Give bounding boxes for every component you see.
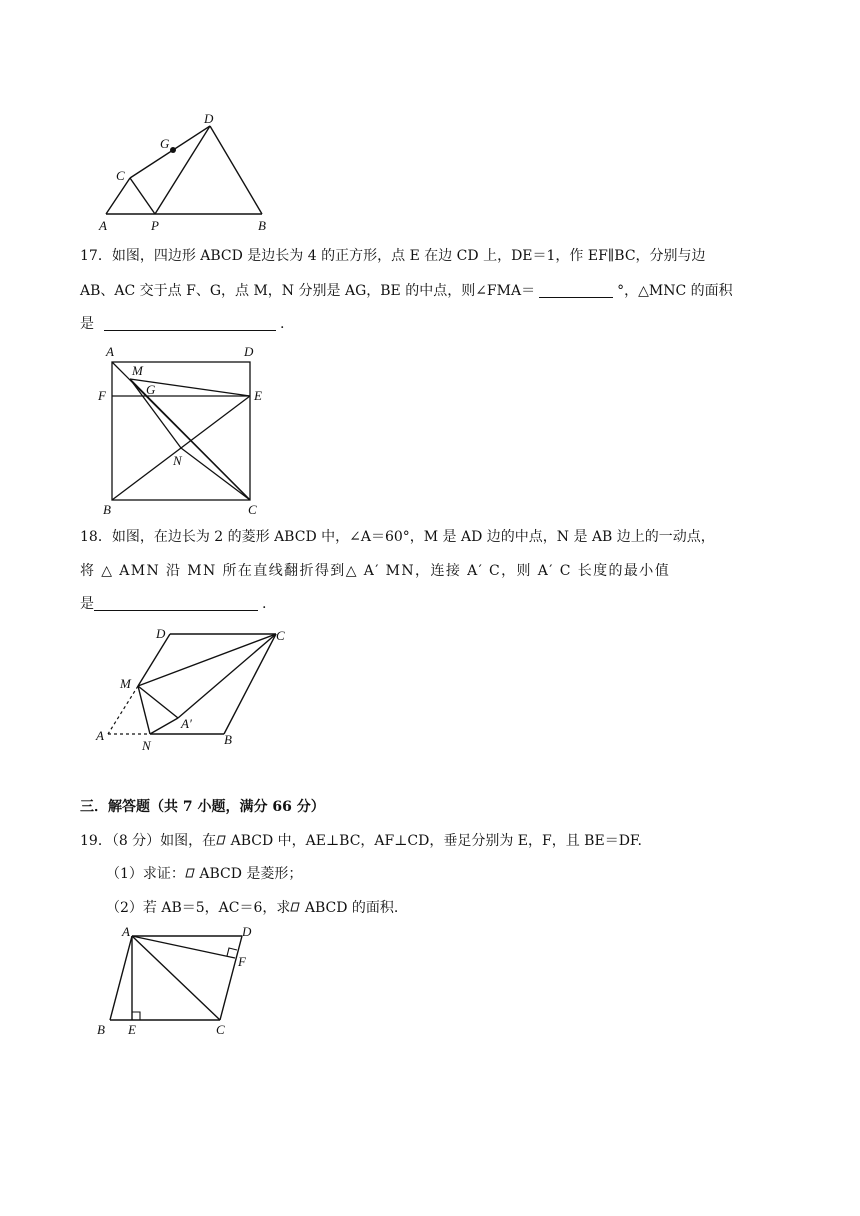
q18-line2: 将 △ AMN 沿 MN 所在直线翻折得到△ A′ MN，连接 A′ C，则 A′ C 长度的最小值 [80, 563, 671, 579]
answer-blank-fma[interactable] [539, 283, 613, 298]
label-b: B [224, 732, 232, 747]
label-a: A [96, 728, 104, 743]
label-e: E [128, 1022, 136, 1037]
label-d: D [156, 626, 166, 641]
label-n: N [173, 453, 182, 468]
q19-part2 [106, 898, 398, 918]
label-b: B [103, 502, 111, 517]
label-d: D [242, 924, 252, 939]
section-heading: 三．解答题（共 7 小题，满分 66 分） [80, 799, 325, 815]
q19-part2-a: （2）若 AB＝5，AC＝6，求 [106, 900, 291, 916]
label-e: E [254, 388, 262, 403]
figure-q19 [92, 922, 272, 1042]
q17-line1: 17．如图，四边形 ABCD 是边长为 4 的正方形，点 E 在边 CD 上，DE＝1，作 EF∥BC，分别与边 [80, 248, 706, 264]
label-m: M [120, 676, 131, 691]
label-g: G [146, 382, 156, 397]
q19-line1-a: 19．（8 分）如图，在 [80, 833, 217, 849]
label-f: F [98, 388, 106, 403]
parallelogram-symbol [216, 835, 226, 845]
parallelogram-symbol [290, 902, 300, 912]
parallelogram-symbol [185, 868, 195, 878]
label-b: B [258, 218, 266, 233]
q18-line1: 18．如图，在边长为 2 的菱形 ABCD 中，∠A＝60°，M 是 AD 边的中点，N 是 AB 边上的一动点， [80, 529, 715, 545]
q19-part2-b: ABCD 的面积. [304, 900, 399, 916]
q19-part1-a: （1）求证： [106, 866, 185, 882]
figure-q16 [96, 108, 286, 236]
label-p: P [151, 218, 159, 233]
q17-line3-end: . [280, 316, 285, 332]
label-c: C [248, 502, 257, 517]
label-c: C [116, 168, 125, 183]
q19-part1-b: ABCD 是菱形； [199, 866, 303, 882]
q18-line3 [80, 594, 266, 614]
point-g [170, 147, 176, 153]
q18-line3-end: . [262, 596, 267, 612]
label-d: D [244, 344, 254, 359]
label-g: G [160, 136, 170, 151]
label-m: M [132, 363, 143, 378]
label-a: A [106, 344, 114, 359]
figure-q18 [90, 622, 290, 754]
answer-blank-mnc-area[interactable] [104, 316, 276, 331]
q17-line2 [80, 281, 733, 301]
label-b: B [97, 1022, 105, 1037]
figure-q17 [94, 340, 278, 520]
label-d: D [204, 111, 214, 126]
q19-line1-b: ABCD 中，AE⊥BC，AF⊥CD，垂足分别为 E，F，且 BE＝DF. [230, 833, 642, 849]
q17-line2-a: AB、AC 交于点 F、G，点 M，N 分别是 AG，BE 的中点，则∠FMA＝ [80, 283, 536, 299]
answer-blank-min-length[interactable] [94, 596, 258, 611]
label-a: A [122, 924, 130, 939]
q17-line2-b: °，△MNC 的面积 [617, 283, 733, 299]
q17-line3-text: 是 [80, 316, 94, 332]
q18-line3-text: 是 [80, 596, 94, 612]
label-f: F [238, 954, 246, 969]
q17-line3 [80, 314, 284, 334]
label-c: C [216, 1022, 225, 1037]
label-c: C [276, 628, 285, 643]
label-a-prime: A′ [181, 716, 192, 731]
label-a: A [99, 218, 107, 233]
q19-line1 [80, 831, 642, 851]
label-n: N [142, 738, 151, 753]
q19-part1 [106, 864, 302, 884]
